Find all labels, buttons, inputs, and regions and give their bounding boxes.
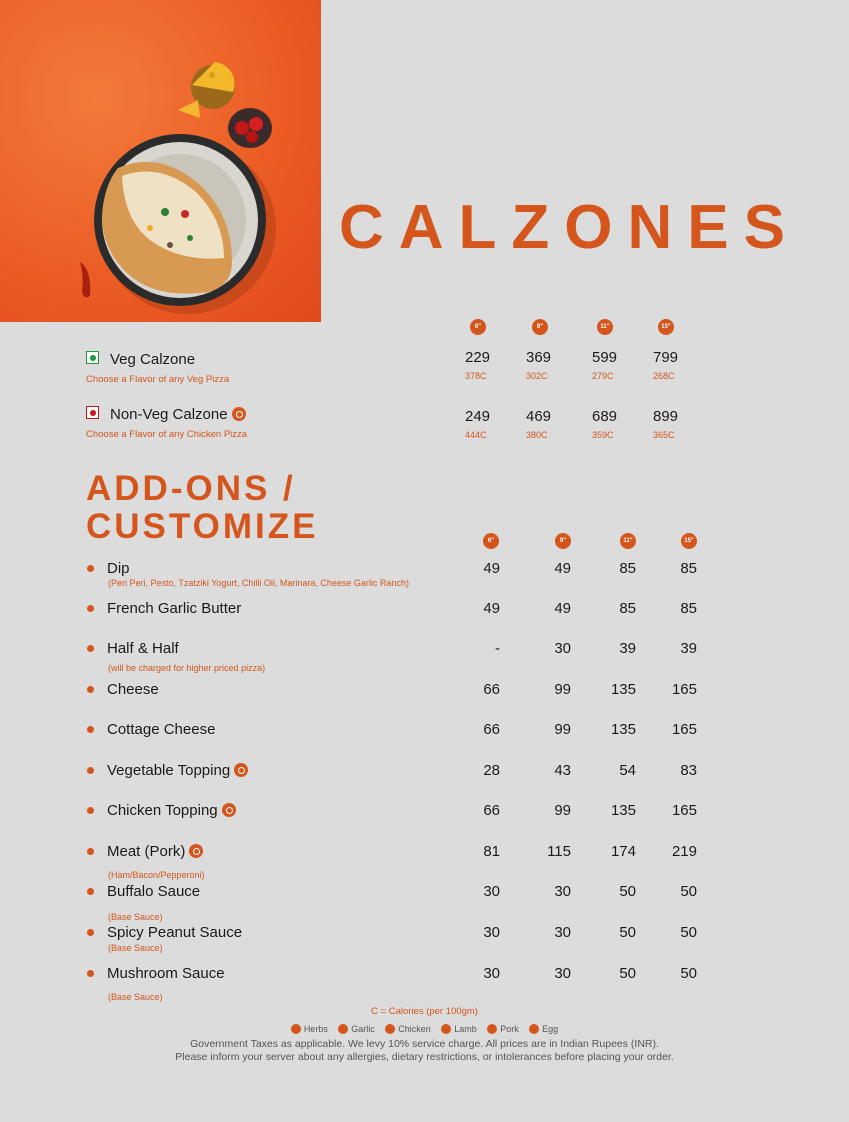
addon-item <box>107 843 203 860</box>
nonveg-calzone-cal-6: 444C <box>465 430 487 440</box>
veg-calzone-price-9: 369 <box>526 349 552 366</box>
addon-bullet <box>87 726 94 733</box>
addon-price: 99 <box>554 802 571 819</box>
addon-price: 49 <box>554 600 571 617</box>
egg-icon <box>529 1024 539 1034</box>
addon-name: Vegetable Topping <box>107 762 231 779</box>
addon-name: French Garlic Butter <box>107 600 242 617</box>
hero-image-calzone <box>0 0 321 322</box>
cheese-icon <box>178 62 235 118</box>
addon-bullet <box>87 605 94 612</box>
addon-price: 135 <box>610 802 636 819</box>
addon-item <box>107 762 248 779</box>
page-title: CALZONES <box>339 193 800 262</box>
addon-price: 30 <box>483 883 500 900</box>
nonveg-calzone-price-6: 249 <box>465 408 491 425</box>
addon-item <box>107 681 159 698</box>
legend-egg: Egg <box>529 1024 558 1034</box>
addon-price: 30 <box>483 924 500 941</box>
addon-price: 39 <box>619 640 636 657</box>
addon-item <box>107 802 236 819</box>
nonveg-icon <box>86 406 99 419</box>
pork-icon <box>189 844 203 858</box>
addon-price: - <box>495 640 500 657</box>
addon-price: 30 <box>483 965 500 982</box>
nonveg-calzone-cal-15: 365C <box>653 430 675 440</box>
addon-price: 165 <box>671 681 697 698</box>
addon-item <box>107 560 130 577</box>
addon-bullet <box>87 686 94 693</box>
addon-price: 81 <box>483 843 500 860</box>
addon-price: 50 <box>619 883 636 900</box>
pork-icon <box>487 1024 497 1034</box>
legend-garlic: Garlic <box>338 1024 375 1034</box>
nonveg-calzone-description: Choose a Flavor of any Chicken Pizza <box>86 429 248 440</box>
veg-calzone-name: Veg Calzone <box>110 351 196 368</box>
garlic-icon <box>338 1024 348 1034</box>
addon-price: 54 <box>619 762 636 779</box>
addon-price: 85 <box>680 600 697 617</box>
addon-name: Mushroom Sauce <box>107 965 225 982</box>
addons-heading <box>86 470 318 546</box>
addon-bullet <box>87 645 94 652</box>
addon-price: 99 <box>554 681 571 698</box>
addon-price: 50 <box>619 965 636 982</box>
addon-name: Cheese <box>107 681 159 698</box>
addon-description: (Base Sauce) <box>108 912 163 922</box>
lamb-icon <box>441 1024 451 1034</box>
addon-item <box>107 924 242 941</box>
addons-heading-line1: ADD-ONS / <box>86 469 296 508</box>
size-badge-9: 9" <box>532 319 548 335</box>
addon-price: 135 <box>610 681 636 698</box>
nonveg-calzone-cal-11: 359C <box>592 430 614 440</box>
chicken-icon <box>385 1024 395 1034</box>
dietary-legend <box>0 1019 849 1037</box>
addon-price: 50 <box>619 924 636 941</box>
herbs-icon <box>234 763 248 777</box>
addon-name: Cottage Cheese <box>107 721 216 738</box>
size-badge-6: 6" <box>470 319 486 335</box>
addon-price: 83 <box>680 762 697 779</box>
addon-bullet <box>87 807 94 814</box>
addon-price: 30 <box>554 965 571 982</box>
chicken-icon <box>232 407 246 421</box>
addon-name: Half & Half <box>107 640 179 657</box>
addon-size-badge-9: 9" <box>555 533 571 549</box>
addon-price: 85 <box>619 600 636 617</box>
nonveg-calzone-name: Non-Veg Calzone <box>110 406 228 423</box>
addon-item <box>107 721 215 738</box>
legend-pork: Pork <box>487 1024 519 1034</box>
addon-price: 66 <box>483 681 500 698</box>
addon-item <box>107 883 200 900</box>
addon-bullet <box>87 970 94 977</box>
addon-price: 174 <box>610 843 636 860</box>
addon-price: 99 <box>554 721 571 738</box>
addon-price: 50 <box>680 965 697 982</box>
addons-heading-line2: CUSTOMIZE <box>86 507 319 546</box>
addon-price: 50 <box>680 883 697 900</box>
addon-item <box>107 965 225 982</box>
veg-calzone-cal-6: 378C <box>465 371 487 381</box>
nonveg-calzone-price-9: 469 <box>526 408 552 425</box>
addon-price: 66 <box>483 721 500 738</box>
veg-calzone-description: Choose a Flavor of any Veg Pizza <box>86 374 230 385</box>
calzone-plate-illustration <box>0 0 321 322</box>
veg-calzone-price-11: 599 <box>592 349 618 366</box>
addon-price: 50 <box>680 924 697 941</box>
veg-calzone-price-15: 799 <box>653 349 679 366</box>
addon-price: 43 <box>554 762 571 779</box>
addon-price: 28 <box>483 762 500 779</box>
addon-name: Chicken Topping <box>107 802 218 819</box>
veg-calzone-cal-15: 268C <box>653 371 675 381</box>
addon-size-badge-11: 11" <box>620 533 636 549</box>
legend-lamb: Lamb <box>441 1024 477 1034</box>
addon-name: Dip <box>107 560 130 577</box>
addon-price: 219 <box>671 843 697 860</box>
addon-description: (will be charged for higher priced pizza) <box>108 663 266 673</box>
addon-size-badge-6: 6" <box>483 533 499 549</box>
addon-price: 165 <box>671 721 697 738</box>
addon-name: Buffalo Sauce <box>107 883 201 900</box>
addon-price: 49 <box>483 560 500 577</box>
addon-description: (Ham/Bacon/Pepperoni) <box>108 870 205 880</box>
nonveg-calzone-cal-9: 380C <box>526 430 548 440</box>
nonveg-calzone-price-11: 689 <box>592 408 618 425</box>
legend-chicken: Chicken <box>385 1024 431 1034</box>
addon-price: 30 <box>554 640 571 657</box>
addon-price: 30 <box>554 883 571 900</box>
addon-price: 115 <box>547 843 571 860</box>
legend-herbs: Herbs <box>291 1024 328 1034</box>
size-badge-11: 11" <box>597 319 613 335</box>
addon-bullet <box>87 565 94 572</box>
nonveg-calzone-price-15: 899 <box>653 408 679 425</box>
addon-bullet <box>87 929 94 936</box>
veg-calzone-cal-9: 302C <box>526 371 548 381</box>
addon-size-badge-15: 15" <box>681 533 697 549</box>
addon-description: (Peri Peri, Pesto, Tzatziki Yogurt, Chilli Oil, Marinara, Cheese Garlic Ranch) <box>108 578 409 588</box>
nonveg-calzone-row <box>110 406 246 423</box>
veg-icon <box>86 351 99 364</box>
addon-description: (Base Sauce) <box>108 992 163 1002</box>
addon-price: 39 <box>680 640 697 657</box>
addon-price: 165 <box>671 802 697 819</box>
addon-price: 49 <box>554 560 571 577</box>
calories-note: C = Calories (per 100gm) <box>371 1006 478 1017</box>
addon-price: 85 <box>619 560 636 577</box>
herbs-icon <box>291 1024 301 1034</box>
addon-name: Meat (Pork) <box>107 843 186 860</box>
addon-bullet <box>87 767 94 774</box>
veg-calzone-cal-11: 279C <box>592 371 614 381</box>
addon-bullet <box>87 848 94 855</box>
addon-item <box>107 600 241 617</box>
addon-item <box>107 640 179 657</box>
allergy-note: Please inform your server about any allergies, dietary restrictions, or intolerances before placing your order. <box>175 1051 674 1063</box>
veg-calzone-price-6: 229 <box>465 349 491 366</box>
chicken-icon <box>222 803 236 817</box>
addon-bullet <box>87 888 94 895</box>
addon-price: 30 <box>554 924 571 941</box>
addon-price: 66 <box>483 802 500 819</box>
addon-price: 49 <box>483 600 500 617</box>
addon-description: (Base Sauce) <box>108 943 163 953</box>
tax-note: Government Taxes as applicable. We levy 10% service charge. All prices are in Indian Rupees (INR). <box>190 1038 659 1050</box>
addon-name: Spicy Peanut Sauce <box>107 924 243 941</box>
addon-price: 85 <box>680 560 697 577</box>
addon-price: 135 <box>610 721 636 738</box>
size-badge-15: 15" <box>658 319 674 335</box>
